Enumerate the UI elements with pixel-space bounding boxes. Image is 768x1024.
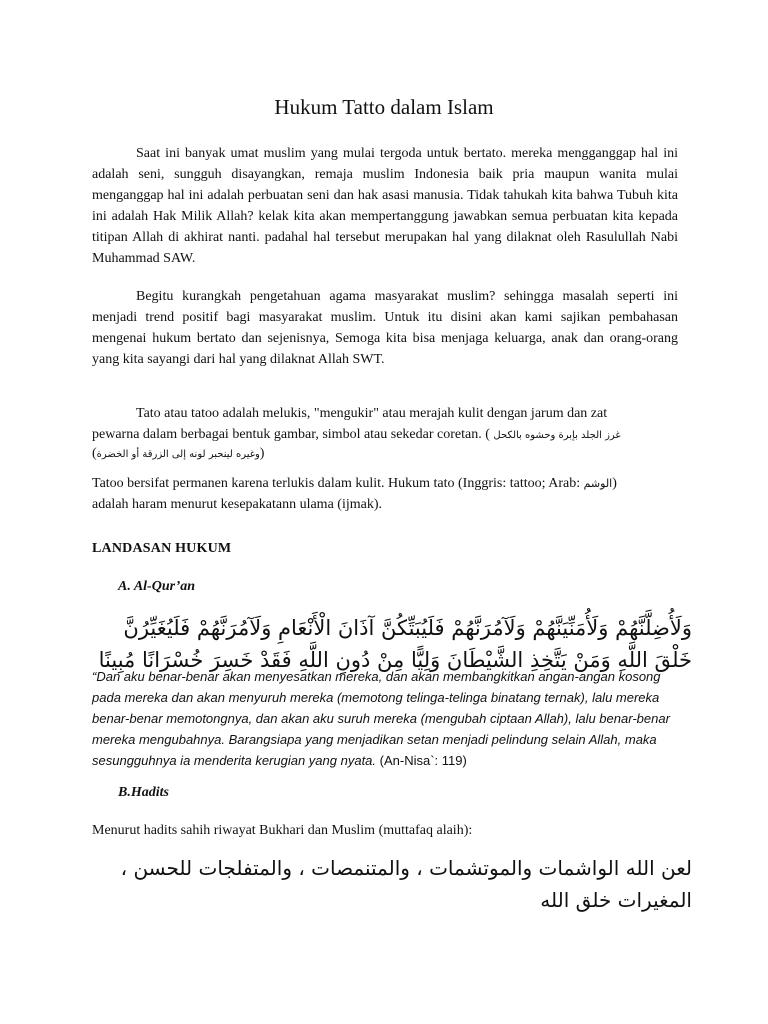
heading-landasan-hukum: LANDASAN HUKUM [92, 541, 232, 556]
tato-arabic-definition-1: غرز الجلد بإبرة وحشوه بالكحل [493, 430, 621, 441]
document-title: Hukum Tatto dalam Islam [274, 95, 494, 119]
paragraph-knowledge: Begitu kurangkah pengetahuan agama masyarakat muslim? sehingga masalah seperti ini menjadi trend positif bagi masyarakat muslim. Untuk itu disini akan kami sajikan pembahasan mengenai hukum bertato dan sejenisnya, Semoga kita bisa menjaga keluarga, anak dan orang-orang yang kita sayangi dari hal yang dilaknat Allah SWT. [92, 289, 678, 367]
tato-law-close: ) [612, 476, 617, 491]
paragraph-intro: Saat ini banyak umat muslim yang mulai tergoda untuk bertato. mereka mengganggap hal ini adalah seni, sungguh disayangkan, remaja muslim Indonesia baik pria maupun wanita mulai menganggap hal ini adalah perbuatan seni dan hak asasi manusia. Tidak tahukah kita bahwa Tubuh kita ini adalah Hak Milik Allah? kelak kita akan mempertanggung jawabkan semua perbuatan kita kepada titipan Allah di akhirat nanti. padahal hal tersebut merupakan hal yang dilaknat oleh Rasulullah Nabi Muhammad SAW. [92, 146, 678, 266]
quran-translation-text: “Dan aku benar-benar akan menyesatkan mereka, dan akan membangkitkan angan-angan kosong pada mereka dan akan menyuruh mereka (memotong telinga-telinga binatang ternak), lalu mereka benar-benar memotongnya, dan akan aku suruh mereka (mengubah ciptaan Allah), lalu benar-benar mereka mengubahnya. Barangsiapa yang menjadikan setan menjadi pelindung selain Allah, maka sesungguhnya ia menderita kerugian yang nyata. [92, 669, 670, 768]
tato-close-paren: ( [92, 446, 97, 461]
tato-arabic-term: الوشم [583, 477, 613, 490]
heading-hadits: B.Hadits [118, 785, 169, 800]
hadits-arabic: لعن الله الواشمات والموتشمات ، والمتنمصات ، والمتفلجات للحسن ، المغيرات خلق الله [120, 856, 692, 912]
quran-verse-arabic: وَلَأُضِلَّنَّهُمْ وَلَأُمَنِّيَنَّهُمْ وَلَآمُرَنَّهُمْ فَلَيُبَتِّكُنَّ آذَانَ الْأَنْعَامِ وَلَآمُرَنَّهُمْ فَلَيُغَيِّرُنَّ خَلْقَ اللَّهِ وَمَنْ يَتَّخِذِ الشَّيْطَانَ وَلِيًّا مِنْ دُونِ اللَّهِ فَقَدْ خَسِرَ خُسْرَانًا مُبِينًا [98, 616, 692, 672]
tato-definition-line2 [92, 424, 692, 445]
hadits-intro: Menurut hadits sahih riwayat Bukhari dan Muslim (muttafaq alaih): [92, 823, 473, 838]
paragraph-tato-law [92, 473, 692, 515]
heading-al-quran: A. Al-Qur’an [118, 579, 196, 594]
tato-definition-text: pewarna dalam berbagai bentuk gambar, simbol atau sekedar coretan. ( [92, 427, 490, 442]
tato-law-line1 [92, 473, 692, 494]
tato-definition-line3: (وغيره لينحبر لونه إلى الزرقة أو الخضرة) [92, 446, 265, 461]
quran-translation [92, 666, 692, 771]
quran-reference: (An-Nisa`: 119) [379, 753, 467, 768]
tato-arabic-definition-2: وغيره لينحبر لونه إلى الزرقة أو الخضرة [96, 449, 260, 460]
tato-law-line2: adalah haram menurut kesepakatann ulama (ijmak). [92, 497, 382, 512]
tato-law-text: Tatoo bersifat permanen karena terlukis dalam kulit. Hukum tato (Inggris: tattoo; Arab: [92, 476, 581, 491]
paragraph-tato-definition [92, 403, 692, 464]
tato-definition-line1: Tato atau tatoo adalah melukis, "mengukir" atau merajah kulit dengan jarum dan zat [136, 406, 608, 421]
